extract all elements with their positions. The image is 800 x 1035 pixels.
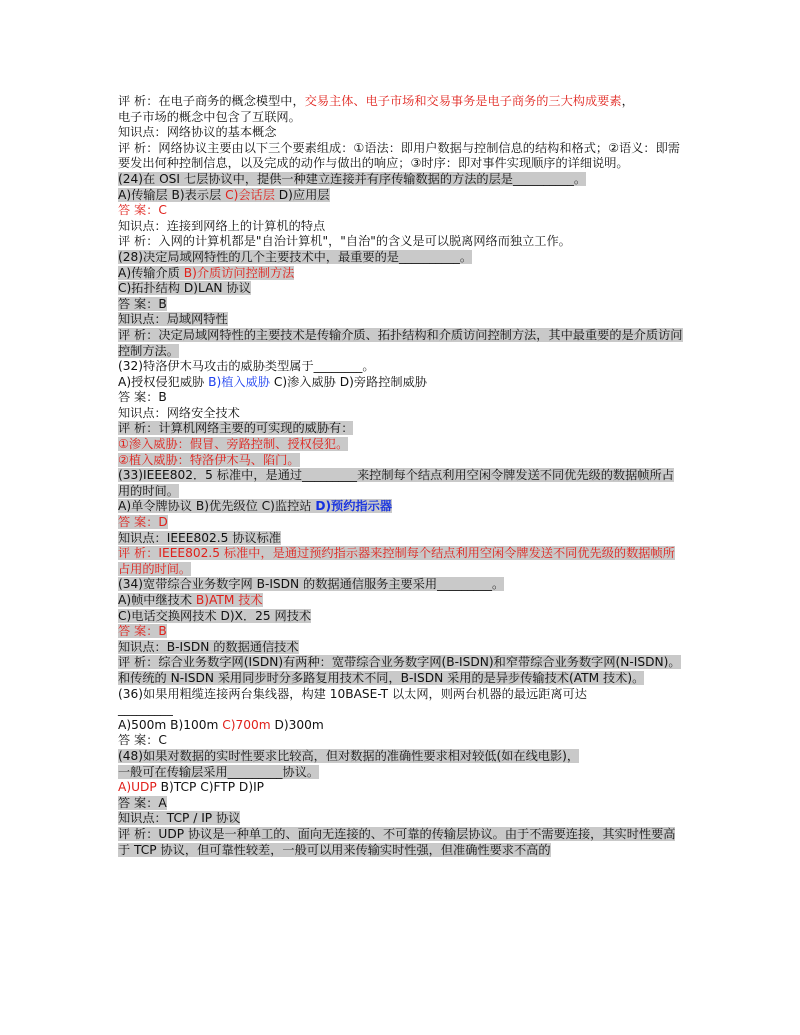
analysis-28: 评 析：决定局域网特性的主要技术是传输介质、拓扑结构和介质访问控制方法，其中最重要的是介质访问控制方法。 <box>118 327 683 358</box>
knowledge-point-32: 知识点：网络安全技术 <box>118 405 240 420</box>
options-48: A)UDP B)TCP C)FTP D)IP <box>118 780 265 795</box>
options-28b: C)拓扑结构 D)LAN 协议 <box>118 281 251 296</box>
options-28a: A)传输介质 B)介质访问控制方法 <box>118 265 295 280</box>
knowledge-point-48: 知识点：TCP / IP 协议 <box>118 811 241 826</box>
analysis-line: 电子市场的概念中包含了互联网。 <box>118 109 301 124</box>
knowledge-point-34: 知识点：B-ISDN 的数据通信技术 <box>118 639 299 654</box>
answer-36: 答 案：C <box>118 733 167 748</box>
question-48: (48)如果对数据的实时性要求比较高，但对数据的准确性要求相对较低(如在线电影)， <box>118 748 580 763</box>
question-32: (32)特洛伊木马攻击的威胁类型属于________。 <box>118 359 375 374</box>
options-24: A)传输层 B)表示层 C)会话层 D)应用层 <box>118 187 330 202</box>
analysis-line: 评 析：在电子商务的概念模型中，交易主体、电子市场和交易事务是电子商务的三大构成要素， <box>118 94 634 108</box>
question-28: (28)决定局域网特性的几个主要技术中，最重要的是__________。 <box>118 249 473 264</box>
options-36: A)500m B)100m C)700m D)300m <box>118 717 324 732</box>
analysis-32-item1: ①渗入威胁：假冒、旁路控制、授权侵犯。 <box>118 437 349 452</box>
options-32: A)授权侵犯威胁 B)植入威胁 C)渗入威胁 D)旁路控制威胁 <box>118 374 427 389</box>
answer-28: 答 案：B <box>118 296 167 311</box>
question-48-cont: 一般可在传输层采用_________协议。 <box>118 764 320 779</box>
question-34: (34)宽带综合业务数字网 B-ISDN 的数据通信服务主要采用_________。 <box>118 577 505 592</box>
analysis-34: 评 析：综合业务数字网(ISDN)有两种：宽带综合业务数字网(B-ISDN)和窄带综合业务数字网(N-ISDN)。和传统的 N-ISDN 采用同步时分多路复用技术不同，B-ISDN 采用的是异步传输技术(ATM 技术)。 <box>118 655 681 685</box>
answer-32: 答 案：B <box>118 390 167 405</box>
knowledge-point-28: 知识点：局域网特性 <box>118 312 228 327</box>
answer-48: 答 案：A <box>118 795 167 810</box>
question-33: (33)IEEE802．5 标准中，是通过_________来控制每个结点利用空闲令牌发送不同优先级的数据帧所占用的时间。 <box>118 468 674 498</box>
analysis-32-item2: ②植入威胁：特洛伊木马、陷门。 <box>118 452 300 467</box>
document-body <box>118 94 684 858</box>
options-33: A)单令牌协议 B)优先级位 C)监控站 D)预约指示器 <box>118 499 392 514</box>
question-36-blank: _________ <box>118 702 173 717</box>
analysis-33: 评 析：IEEE802.5 标准中，是通过预约指示器来控制每个结点利用空闲令牌发送不同优先级的数据帧所占用的时间。 <box>118 546 675 576</box>
question-24: (24)在 OSI 七层协议中，提供一种建立连接并有序传输数据的方法的层是__________。 <box>118 171 587 186</box>
knowledge-point-33: 知识点：IEEE802.5 协议标准 <box>118 530 281 545</box>
analysis-24: 评 析：入网的计算机都是"自治计算机"，"自治"的含义是可以脱离网络而独立工作。 <box>118 234 571 249</box>
question-36: (36)如果用粗缆连接两台集线器，构建 10BASE-T 以太网，则两台机器的最远距离可达 <box>118 686 587 701</box>
analysis-32: 评 析：计算机网络主要的可实现的威胁有： <box>118 421 354 436</box>
answer-24: 答 案：C <box>118 203 167 218</box>
analysis-48: 评 析：UDP 协议是一种单工的、面向无连接的、不可靠的传输层协议。由于不需要连接，其实时性要高于 TCP 协议，但可靠性较差，一般可以用来传输实时性强，但准确性要求不高的 <box>118 826 676 857</box>
knowledge-point: 知识点：网络协议的基本概念 <box>118 125 277 140</box>
knowledge-point-24: 知识点：连接到网络上的计算机的特点 <box>118 218 326 233</box>
highlighted-text: 交易主体、电子市场和交易事务是电子商务的三大构成要素 <box>304 94 622 108</box>
options-34a: A)帧中继技术 B)ATM 技术 <box>118 593 263 607</box>
options-34b: C)电话交换网技术 D)X．25 网技术 <box>118 608 312 623</box>
answer-33: 答 案：D <box>118 515 168 530</box>
answer-34: 答 案：B <box>118 624 167 639</box>
analysis-paragraph: 评 析：网络协议主要由以下三个要素组成：①语法：即用户数据与控制信息的结构和格式；②语义：即需要发出何种控制信息，以及完成的动作与做出的响应；③时序：即对事件实现顺序的详细说明。 <box>118 140 680 171</box>
